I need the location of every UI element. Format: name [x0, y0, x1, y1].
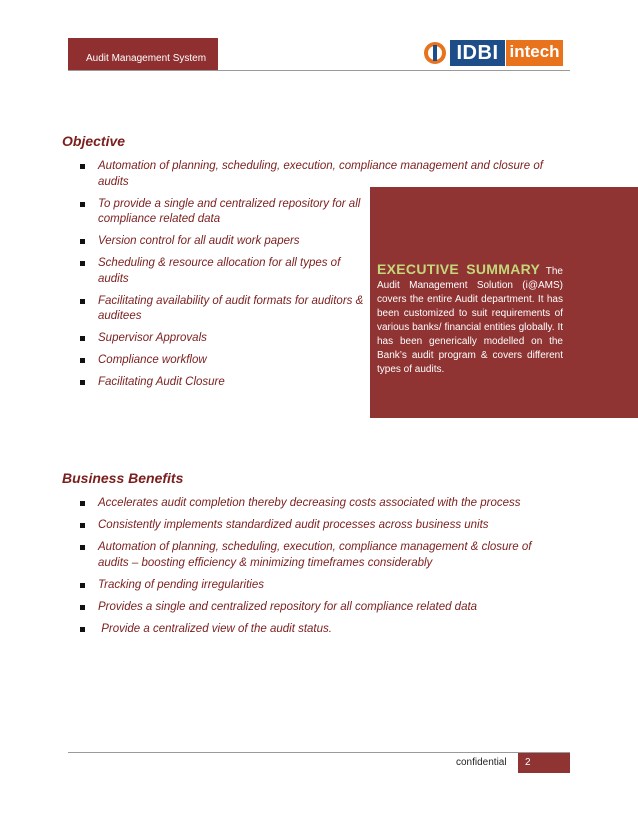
list-item: Consistently implements standardized audit processes across business units [68, 518, 544, 534]
executive-summary-text [377, 262, 563, 377]
header-title: Audit Management System [86, 53, 207, 64]
list-item: Version control for all audit work papers [68, 234, 370, 250]
list-item: To provide a single and centralized repository for all compliance related data [68, 197, 370, 228]
footer-divider [68, 752, 570, 753]
list-item: Tracking of pending irregularities [68, 578, 544, 594]
list-item: Provide a centralized view of the audit status. [68, 622, 544, 638]
objective-heading: Objective [62, 133, 126, 149]
business-benefits-list [68, 496, 544, 644]
list-item: Automation of planning, scheduling, execution, compliance management and closure of audits [68, 159, 544, 190]
logo-brand-right: intech [506, 40, 563, 66]
executive-summary-body: The Audit Management Solution (i@AMS) covers the entire Audit department. It has been customized to suit requirements of various banks/ financial entities globally. It has been generically modelled on the Bank’s audit program & covers different types of audits. [377, 266, 563, 375]
list-item: Provides a single and centralized repository for all compliance related data [68, 600, 544, 616]
list-item: Automation of planning, scheduling, execution, compliance management & closure of audits – boosting efficiency & minimizing timeframes considerably [68, 540, 544, 571]
header-divider [68, 70, 570, 71]
list-item: Facilitating availability of audit formats for auditors & auditees [68, 294, 370, 325]
page-number: 2 [525, 757, 531, 768]
company-logo [421, 40, 563, 66]
list-item: Accelerates audit completion thereby decreasing costs associated with the process [68, 496, 544, 512]
logo-brand-left: IDBI [450, 40, 505, 66]
list-item: Scheduling & resource allocation for all types of audits [68, 256, 348, 287]
footer-label: confidential [456, 757, 507, 768]
list-item: Facilitating Audit Closure [68, 375, 370, 391]
list-item: Supervisor Approvals [68, 331, 370, 347]
business-benefits-heading: Business Benefits [62, 470, 184, 486]
idbi-emblem-icon [421, 40, 449, 66]
list-item: Compliance workflow [68, 353, 370, 369]
executive-summary-title: EXECUTIVE SUMMARY [377, 261, 541, 277]
header-tab [68, 38, 218, 70]
page-number-badge [518, 753, 570, 773]
